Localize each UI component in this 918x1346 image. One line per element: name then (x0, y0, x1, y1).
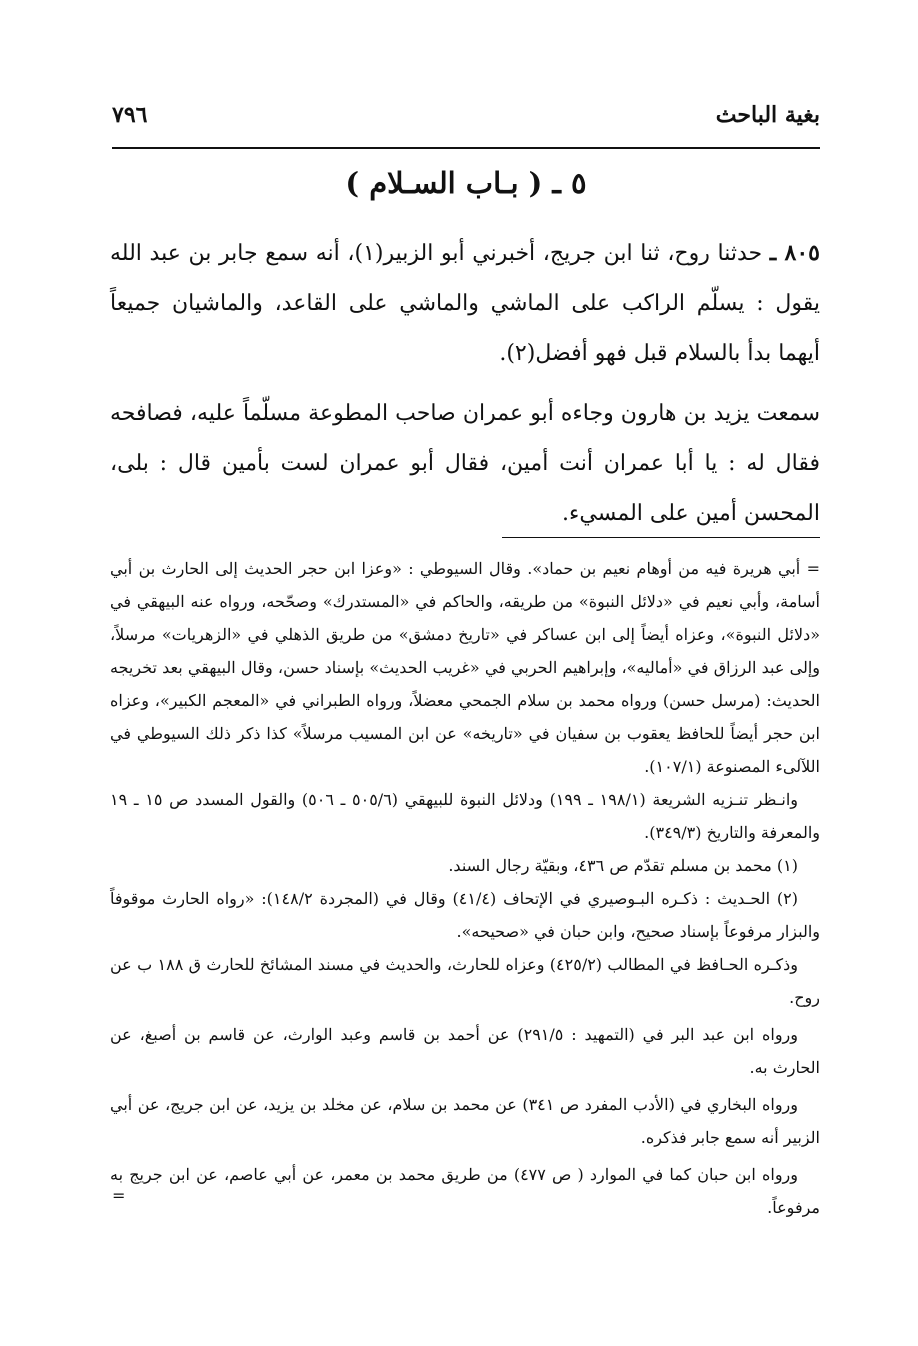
footnote-2-hibban: ورواه ابن حبان كما في الموارد ( ص ٤٧٧) من طريق محمد بن معمر، عن أبي عاصم، عن ابن جريج به مرفوعاً. (110, 1165, 820, 1217)
hadith-number: ٨٠٥ ـ (769, 240, 820, 266)
continuation-mark: = (112, 1186, 126, 1205)
footnote-2: (٢) الحـديث : ذكـره البـوصيري في الإتحاف (٤١/٤) وقال في (المجردة ١٤٨/٢): «رواه الحارث موقوفاً والبزار مرفوعاً بإسناد صحيح، وابن حبان في «صحيحه». (110, 889, 820, 941)
running-title: بغية الباحث (715, 102, 820, 128)
header-rule (112, 147, 820, 149)
footnote-2-tamhid: ورواه ابن عبد البر في (التمهيد : ٢٩١/٥) عن أحمد بن قاسم وعبد الوارث، عن قاسم بن أصبغ، عن الحارث به. (110, 1025, 820, 1077)
hadith-text: حدثنا روح، ثنا ابن جريج، أخبرني أبو الزبير(١)، أنه سمع جابر بن عبد الله يقول : يسلّم الراكب على الماشي والماشي على القاعد، والماشيان جميعاً أيهما بدأ بالسلام قبل فهو أفضل(٢). (110, 241, 820, 366)
footnote-see-also: وانـظر تنـزيه الشريعة (١٩٨/١ ـ ١٩٩) ودلائل النبوة للبيهقي (٥٠٥/٦ ـ ٥٠٦) والقول المسدد ص ١٥ ـ ١٩ والمعرفة والتاريخ (٣٤٩/٣). (110, 790, 820, 842)
footnote-continuation: = أبي هريرة فيه من أوهام نعيم بن حماد». وقال السيوطي : «وعزا ابن حجر الحديث إلى الحارث بن أبي أسامة، وأبي نعيم في «دلائل النبوة» من طريقه، والحاكم في «المستدرك» وصحّحه، ورواه عنه البيهقي في «دلائل النبوة»، وعزاه أيضاً إلى ابن عساكر في «تاريخ دمشق» من طريق الذهلي في «الزهريات» مرسلاً، وإلى عبد الرزاق في «أماليه»، وإبراهيم الحربي في «غريب الحديث» بإسناد حسن، وقال البيهقي بعد تخريجه الحديث: (مرسل حسن) ورواه محمد بن سلام الجمحي معضلاً، ورواه الطبراني في «المعجم الكبير»، وعزاه ابن حجر أيضاً للحافظ يعقوب بن سفيان في «تاريخه» عن ابن المسيب مرسلاً» كذا ذكر ذلك السيوطي في اللآلىء المصنوعة (١٠٧/١). (110, 559, 820, 776)
footnote-2-matalib: وذكـره الحـافظ في المطالب (٤٢٥/٢) وعزاه للحارث، والحديث في مسند المشائخ للحارث ق ١٨٨ ب عن روح. (110, 955, 820, 1007)
footnotes (110, 552, 820, 1224)
footnote-2-bukhari: ورواه البخاري في (الأدب المفرد ص ٣٤١) عن محمد بن سلام، عن مخلد بن يزيد، عن ابن جريج، عن أبي الزبير أنه سمع جابر فذكره. (110, 1095, 820, 1147)
chapter-title: ٥ ـ ( بـاب السـلام ) (345, 166, 587, 200)
hadith-paragraph (110, 228, 820, 379)
footnote-separator (502, 537, 820, 538)
narration-paragraph: سمعت يزيد بن هارون وجاءه أبو عمران صاحب المطوعة مسلّماً عليه، فصافحه فقال له : يا أبا عمران أنت أمين، فقال أبو عمران لست بأمين قال : بلى، المحسن أمين على المسيء. (110, 401, 820, 526)
footnote-1: (١) محمد بن مسلم تقدّم ص ٤٣٦، وبقيّة رجال السند. (448, 856, 798, 875)
page-number: ٧٩٦ (112, 102, 148, 128)
page-header (112, 100, 820, 140)
main-text (110, 228, 820, 539)
